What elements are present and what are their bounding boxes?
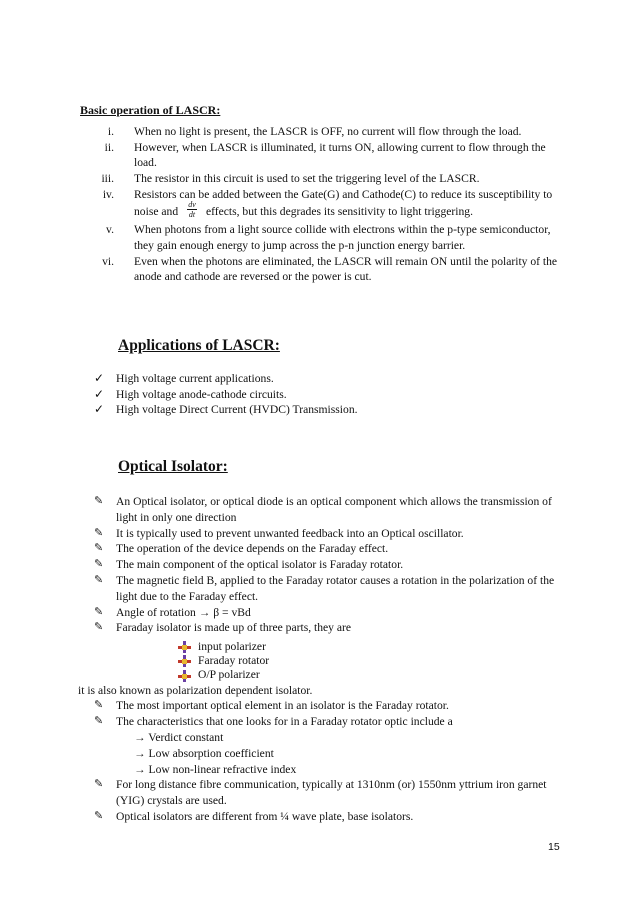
- list-item: [94, 605, 564, 621]
- item-text: For long distance fibre communication, typically at 1310nm (or) 1550nm yttrium iron garnet (YIG) crystals are used.: [116, 778, 547, 807]
- item-text: When no light is present, the LASCR is OFF, no current will flow through the load.: [134, 125, 522, 138]
- heading-optical-isolator: Optical Isolator:: [118, 458, 228, 475]
- pen-icon: ✎: [94, 542, 104, 555]
- applications-list: [94, 371, 358, 418]
- pen-icon: ✎: [94, 495, 104, 507]
- cross-bullet-icon: [178, 655, 192, 667]
- pen-icon: ✎: [94, 714, 104, 727]
- item-text: The main component of the optical isolator is Faraday rotator.: [116, 558, 404, 572]
- item-text: High voltage anode-cathode circuits.: [116, 387, 287, 401]
- pen-icon: ✎: [94, 573, 104, 586]
- item-text: O/P polarizer: [198, 668, 260, 682]
- cross-bullet-icon: [178, 670, 192, 682]
- item-text: The resistor in this circuit is used to set the triggering level of the LASCR.: [134, 171, 480, 185]
- list-item: [94, 387, 358, 403]
- optical-isolator-list-a: [94, 494, 564, 636]
- item-text: Angle of rotation → β = vBd: [116, 605, 251, 619]
- item-text-part-b: effects, but this degrades its sensitivity to light triggering.: [205, 205, 473, 219]
- list-item: [94, 557, 564, 573]
- pen-icon: ✎: [94, 605, 104, 618]
- page-number: 15: [548, 841, 560, 853]
- optical-isolator-list-b: [94, 698, 564, 730]
- item-text: Faraday isolator is made up of three parts, they are: [116, 621, 352, 635]
- list-item: [94, 494, 564, 526]
- check-icon: ✓: [94, 402, 105, 417]
- item-text: The characteristics that one looks for in a Faraday rotator optic include a: [116, 714, 453, 728]
- list-item: [76, 254, 566, 285]
- item-text: input polarizer: [198, 640, 266, 653]
- list-item: [76, 171, 566, 187]
- list-item: → Low non-linear refractive index: [134, 762, 297, 776]
- pen-icon: ✎: [94, 558, 104, 571]
- basic-operation-list: [76, 124, 566, 285]
- item-number: iv.: [102, 188, 114, 202]
- list-item: → Verdict constant: [134, 731, 224, 744]
- list-item: [94, 371, 358, 387]
- list-item: [178, 640, 269, 654]
- list-item: [76, 222, 566, 253]
- list-item: [94, 402, 358, 418]
- section-title-basic-operation: Basic operation of LASCR:: [80, 103, 221, 117]
- item-text: Faraday rotator: [198, 654, 270, 668]
- item-text: The most important optical element in an isolator is the Faraday rotator.: [116, 699, 449, 712]
- pen-icon: ✎: [94, 699, 104, 711]
- list-item: [178, 668, 269, 682]
- item-number: iii.: [101, 171, 114, 185]
- isolator-parts-list: [178, 640, 269, 683]
- item-text: The operation of the device depends on the Faraday effect.: [116, 542, 389, 556]
- pen-icon: ✎: [94, 778, 104, 790]
- item-number: v.: [106, 223, 114, 237]
- item-text: High voltage Direct Current (HVDC) Transmission.: [116, 403, 358, 417]
- list-item: [76, 186, 566, 222]
- item-text: High voltage current applications.: [116, 372, 274, 385]
- item-number: ii.: [104, 140, 114, 154]
- fraction-numerator: dv: [188, 200, 196, 210]
- cross-bullet-icon: [178, 641, 192, 653]
- item-text: [134, 186, 566, 222]
- list-item: [94, 777, 564, 809]
- pen-icon: ✎: [94, 809, 104, 822]
- list-item: [94, 573, 564, 605]
- list-item: [76, 124, 566, 140]
- heading-applications: Applications of LASCR:: [118, 337, 280, 354]
- item-text: The magnetic field B, applied to the Faraday rotator causes a rotation in the polarization of the light due to the Faraday effect.: [116, 573, 555, 603]
- item-text: It is typically used to prevent unwanted feedback into an Optical oscillator.: [116, 526, 464, 540]
- list-item: [94, 809, 564, 825]
- list-item: [94, 541, 564, 557]
- item-number: vi.: [102, 254, 114, 268]
- check-icon: ✓: [94, 371, 105, 385]
- item-text: Even when the photons are eliminated, the LASCR will remain ON until the polarity of the anode and cathode are reversed or the power is cut.: [134, 254, 558, 284]
- list-item: → Low absorption coefficient: [134, 746, 274, 760]
- list-item: [94, 714, 564, 730]
- fraction-denominator: dt: [188, 210, 196, 220]
- list-item: [94, 620, 564, 636]
- item-text-part-a: Resistors can be added between the Gate(G) and Cathode(C) to reduce its susceptibility to noise and: [134, 188, 553, 219]
- pen-icon: ✎: [94, 621, 104, 634]
- item-text: When photons from a light source collide with electrons within the p-type semiconductor, they gain enough energy to jump across the p-n junction energy barrier.: [134, 223, 551, 252]
- item-number: i.: [107, 125, 114, 138]
- characteristics-list: [134, 730, 296, 777]
- list-item: [178, 654, 269, 668]
- pen-icon: ✎: [94, 526, 104, 539]
- also-known-line: it is also known as polarization dependent isolator.: [78, 684, 313, 697]
- list-item: [76, 140, 566, 171]
- check-icon: ✓: [94, 386, 105, 401]
- list-item: [94, 526, 564, 542]
- item-text: An Optical isolator, or optical diode is an optical component which allows the transmission of light in only one direction: [116, 495, 552, 524]
- dv-dt-fraction: [187, 200, 197, 219]
- optical-isolator-list-c: [94, 777, 564, 824]
- list-item: [94, 698, 564, 714]
- item-text: However, when LASCR is illuminated, it turns ON, allowing current to flow through the load.: [134, 140, 546, 170]
- item-text: Optical isolators are different from ¼ wave plate, base isolators.: [116, 809, 414, 823]
